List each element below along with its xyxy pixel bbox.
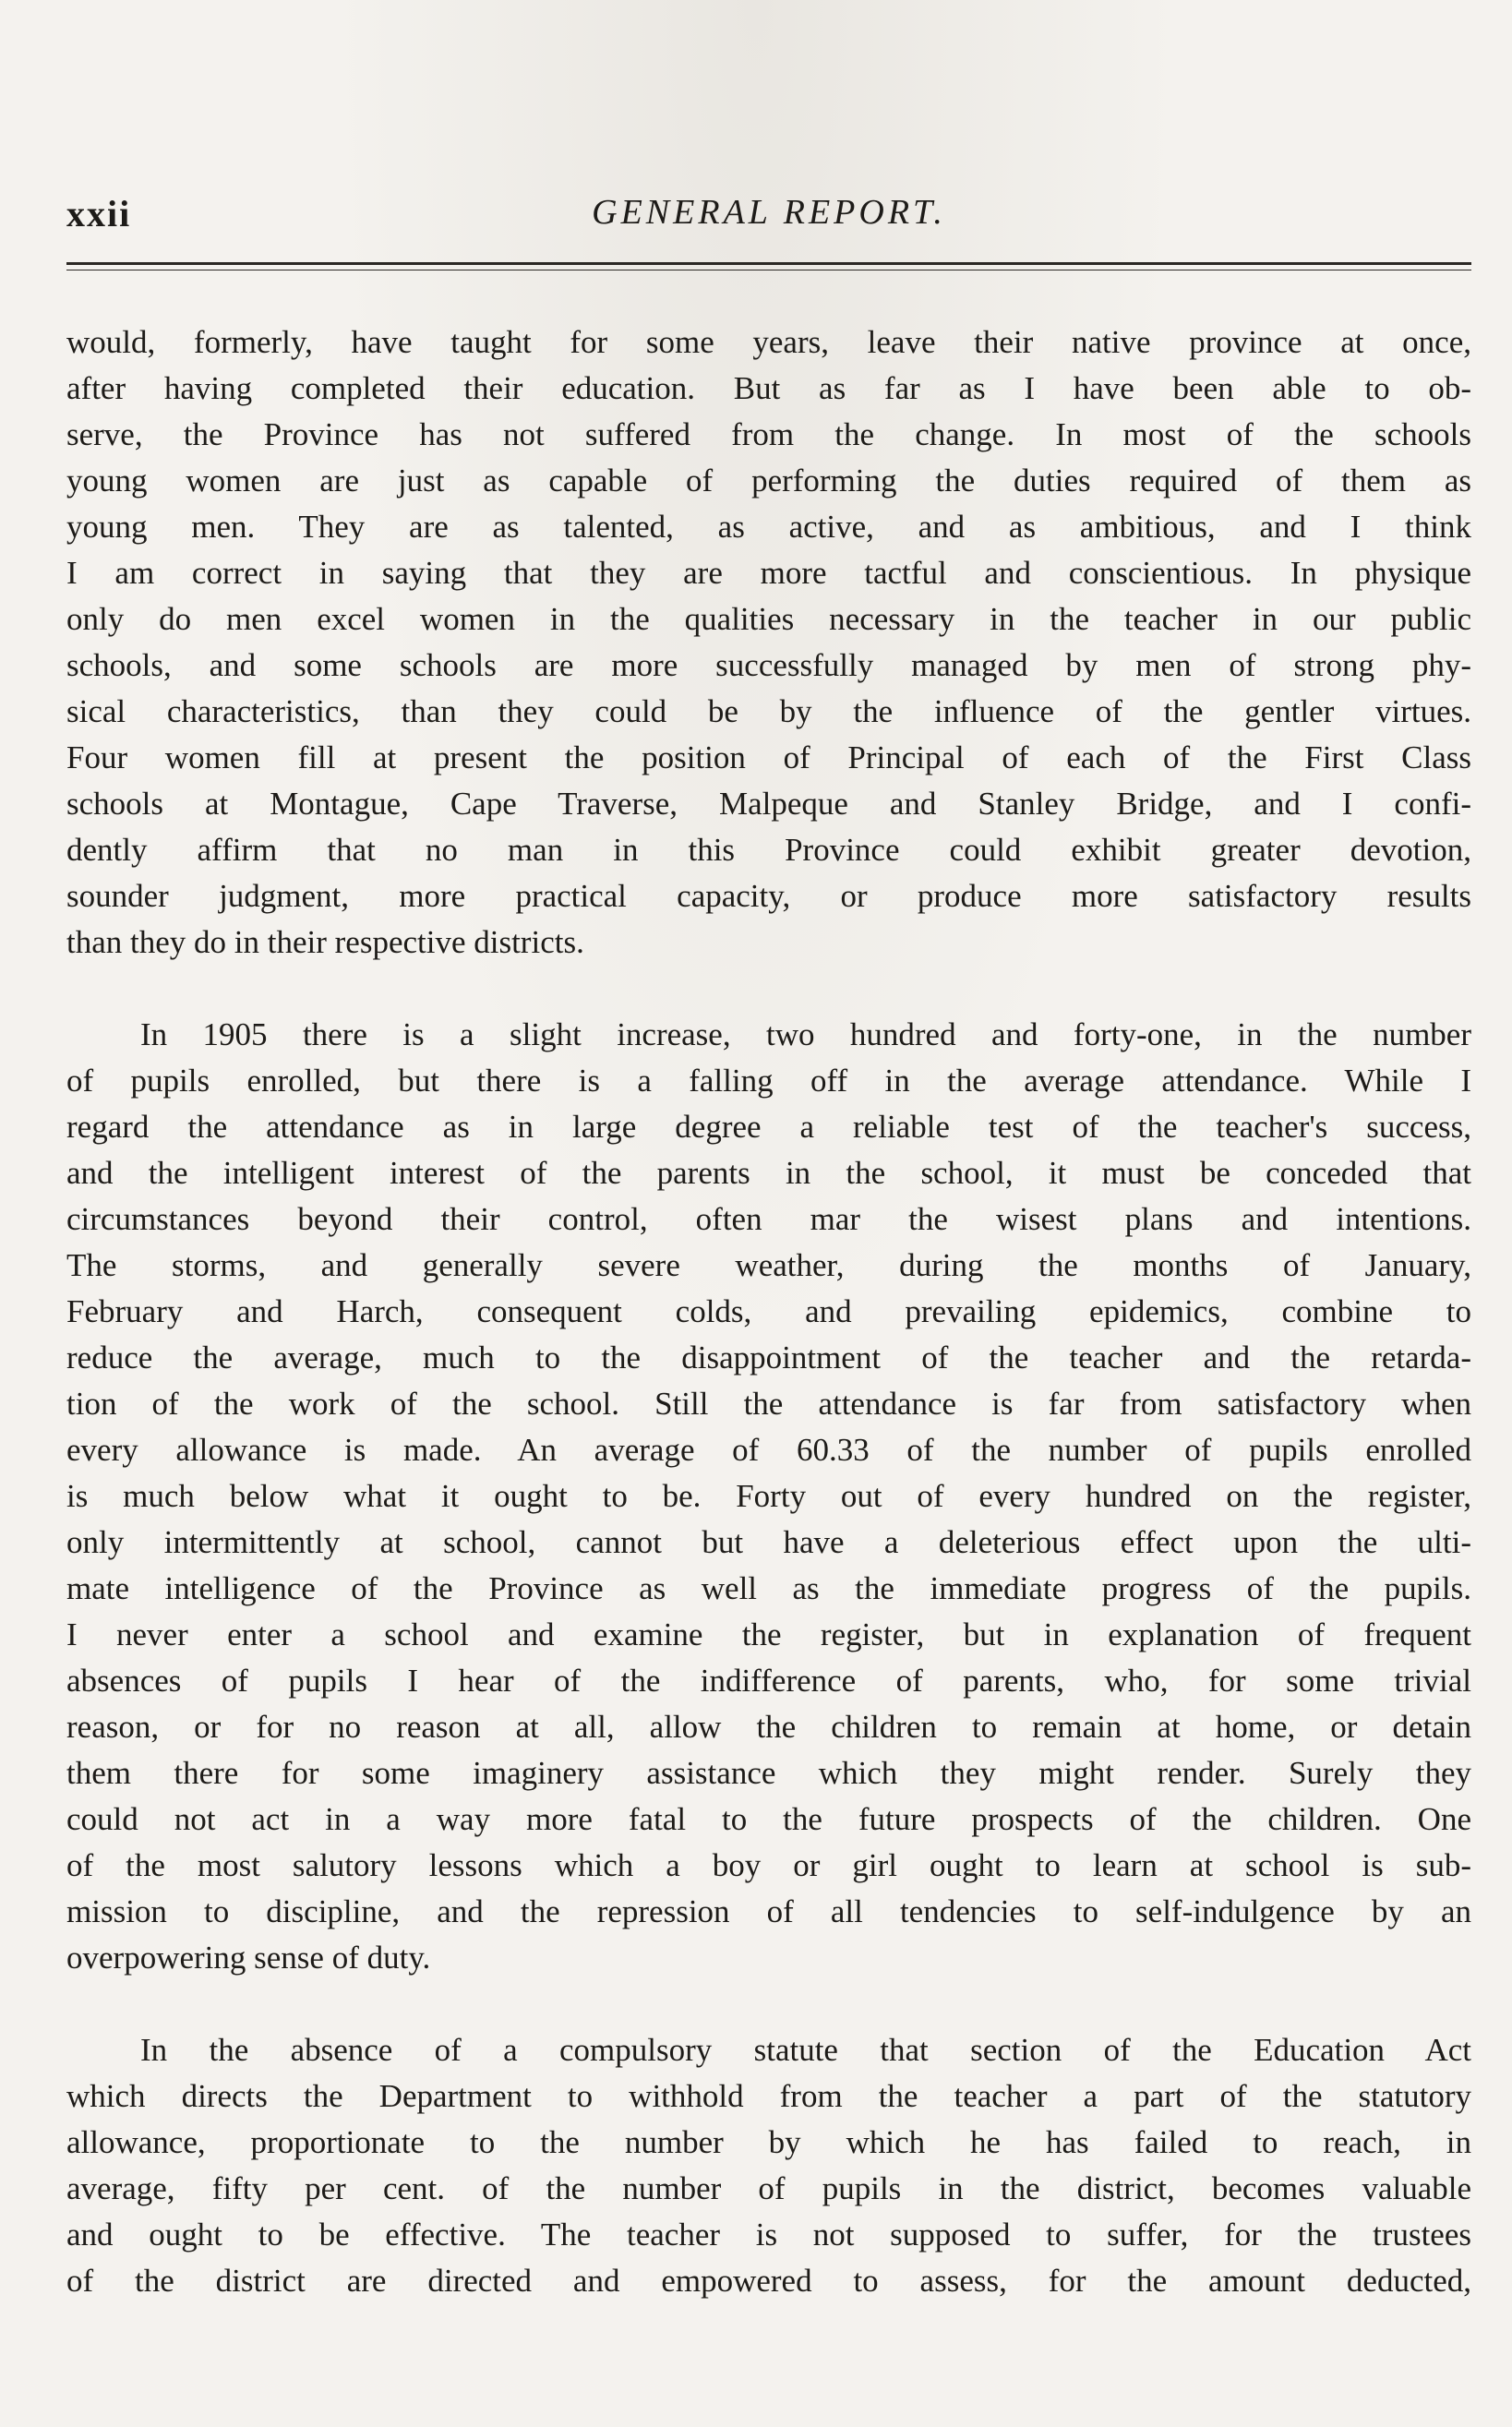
text-line: allowance, proportionate to the number by which he has failed to reach, in xyxy=(66,2124,1471,2160)
text-line: schools at Montague, Cape Traverse, Malpeque and Stanley Bridge, and I confi- xyxy=(66,786,1471,822)
text-line: of pupils enrolled, but there is a falling off in the average attendance. While I xyxy=(66,1063,1471,1099)
text-line: absences of pupils I hear of the indifference of parents, who, for some trivial xyxy=(66,1663,1471,1699)
text-line: mission to discipline, and the repression of all tendencies to self-indulgence by an xyxy=(66,1893,1471,1929)
text-line: every allowance is made. An average of 60.33 of the number of pupils enrolled xyxy=(66,1432,1471,1468)
text-line: reduce the average, much to the disappointment of the teacher and the retarda- xyxy=(66,1340,1471,1376)
text-line: them there for some imaginery assistance which they might render. Surely they xyxy=(66,1755,1471,1791)
text-line: young men. They are as talented, as active, and as ambitious, and I think xyxy=(66,509,1471,545)
text-line: mate intelligence of the Province as well as the immediate progress of the pupils. xyxy=(66,1570,1471,1606)
text-line: dently affirm that no man in this Province could exhibit greater devotion, xyxy=(66,832,1471,868)
text-line: sounder judgment, more practical capacity, or produce more satisfactory results xyxy=(66,878,1471,914)
text-line: which directs the Department to withhold from the teacher a part of the statutory xyxy=(66,2078,1471,2114)
text-line: would, formerly, have taught for some years, leave their native province at once, xyxy=(66,324,1471,360)
text-line: after having completed their education. But as far as I have been able to ob- xyxy=(66,370,1471,406)
paragraph-3 xyxy=(66,2027,1471,2304)
text-line: Four women fill at present the position of Principal of each of the First Class xyxy=(66,739,1471,775)
body-text xyxy=(66,319,1471,2350)
text-line: only intermittently at school, cannot but have a deleterious effect upon the ulti- xyxy=(66,1524,1471,1560)
text-line: only do men excel women in the qualities necessary in the teacher in our public xyxy=(66,601,1471,637)
text-line: of the most salutory lessons which a boy or girl ought to learn at school is sub- xyxy=(66,1847,1471,1883)
text-line: average, fifty per cent. of the number of pupils in the district, becomes valuable xyxy=(66,2170,1471,2206)
text-line: February and Harch, consequent colds, and prevailing epidemics, combine to xyxy=(66,1293,1471,1329)
text-line: and the intelligent interest of the parents in the school, it must be conceded that xyxy=(66,1155,1471,1191)
text-line: I never enter a school and examine the register, but in explanation of frequent xyxy=(66,1616,1471,1652)
text-line: In 1905 there is a slight increase, two hundred and forty-one, in the number xyxy=(140,1016,1471,1052)
text-line: tion of the work of the school. Still the attendance is far from satisfactory when xyxy=(66,1386,1471,1422)
text-line: overpowering sense of duty. xyxy=(66,1940,431,1976)
text-line: young women are just as capable of performing the duties required of them as xyxy=(66,463,1471,499)
paragraph-1 xyxy=(66,319,1471,966)
text-line: regard the attendance as in large degree a reliable test of the teacher's success, xyxy=(66,1109,1471,1145)
running-title: GENERAL REPORT. xyxy=(592,193,946,232)
header-rule-thick xyxy=(66,262,1471,265)
text-line: than they do in their respective districts. xyxy=(66,924,584,960)
text-line: reason, or for no reason at all, allow the children to remain at home, or detain xyxy=(66,1709,1471,1745)
text-line: is much below what it ought to be. Forty out of every hundred on the register, xyxy=(66,1478,1471,1514)
text-line: The storms, and generally severe weather, during the months of January, xyxy=(66,1247,1471,1283)
text-line: I am correct in saying that they are more tactful and conscientious. In physique xyxy=(66,555,1471,591)
text-line: could not act in a way more fatal to the future prospects of the children. One xyxy=(66,1801,1471,1837)
text-line: circumstances beyond their control, often mar the wisest plans and intentions. xyxy=(66,1201,1471,1237)
page-header xyxy=(66,192,1471,247)
text-line: serve, the Province has not suffered from the change. In most of the schools xyxy=(66,416,1471,452)
paragraph-2 xyxy=(66,1012,1471,1981)
text-line: of the district are directed and empowered to assess, for the amount deducted, xyxy=(66,2263,1471,2299)
text-line: and ought to be effective. The teacher is not supposed to suffer, for the trustees xyxy=(66,2217,1471,2253)
text-line: schools, and some schools are more successfully managed by men of strong phy- xyxy=(66,647,1471,683)
text-line: In the absence of a compulsory statute that section of the Education Act xyxy=(140,2032,1471,2068)
page-number: xxii xyxy=(66,193,132,234)
text-line: sical characteristics, than they could be by the influence of the gentler virtues. xyxy=(66,693,1471,729)
